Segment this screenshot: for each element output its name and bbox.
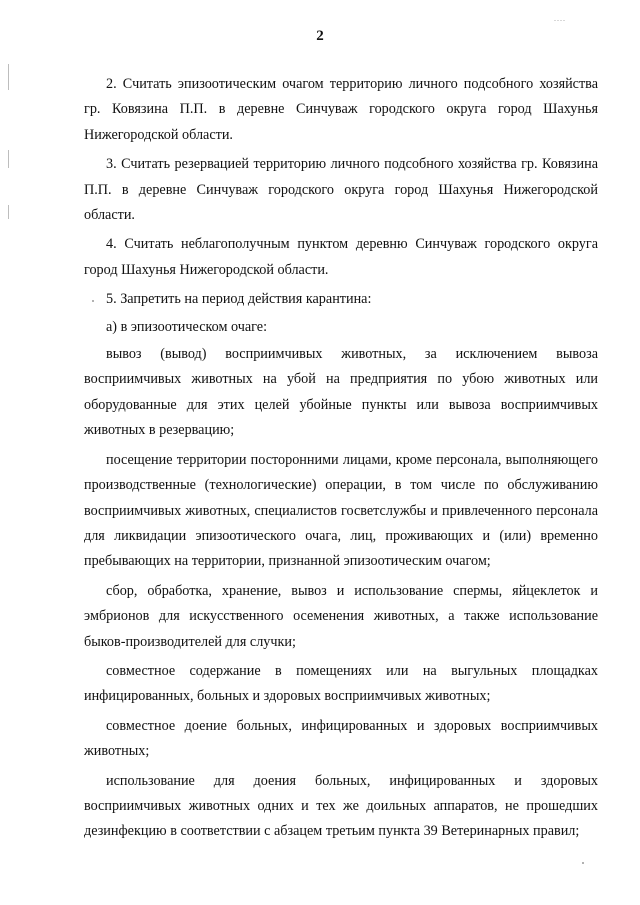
paragraph: использование для доения больных, инфицированных и здоровых восприимчивых животных одних и тех же доильных аппаратов, не прошедших дезинфекцию в соответствии с абзацем третьим пункта 39 Ветеринарных правил; xyxy=(84,772,598,840)
scan-margin-mark xyxy=(8,205,9,219)
paragraph: совместное содержание в помещениях или на выгульных площадках инфицированных, больных и здоровых восприимчивых животных; xyxy=(84,662,598,705)
paragraph: совместное доение больных, инфицированных и здоровых восприимчивых животных; xyxy=(84,717,598,760)
paragraph: сбор, обработка, хранение, вывоз и использование спермы, яйцеклеток и эмбрионов для искусственного осеменения животных, а также использование быков-производителей для случки; xyxy=(84,582,598,650)
scan-margin-mark xyxy=(8,64,9,90)
paragraph: 3. Считать резервацией территорию личного подсобного хозяйства гр. Ковязина П.П. в деревне Синчуваж городского округа город Шахунья Нижегородской области. xyxy=(84,156,598,224)
corner-mark: .... xyxy=(554,14,566,23)
scan-margin-mark xyxy=(8,150,9,168)
paragraph: 2. Считать эпизоотическим очагом территорию личного подсобного хозяйства гр. Ковязина П.П. в деревне Синчуваж городского округа город Шахунья Нижегородской области. xyxy=(84,76,598,143)
paragraph: вывоз (вывод) восприимчивых животных, за исключением вывоза восприимчивых животных на убой на предприятия по убою животных или оборудованные для этих целей убойные пункты или вывоза восприимчивых животных в резервацию; xyxy=(84,346,598,439)
paragraph: а) в эпизоотическом очаге: xyxy=(106,318,268,335)
scan-speck xyxy=(582,862,584,864)
document-body xyxy=(84,72,598,849)
paragraph: 5. Запретить на период действия карантина: xyxy=(106,291,372,308)
paragraph: 4. Считать неблагополучным пунктом деревню Синчуваж городского округа город Шахунья Нижегородской области. xyxy=(84,236,598,278)
paragraph: посещение территории посторонними лицами, кроме персонала, выполняющего производственные (технологические) операции, в том числе по обслуживанию восприимчивых животных, специалистов госветслужбы и привлеченного персонала для ликвидации эпизоотического очага, лиц, проживающих и (или) временно пребывающих на территории, признанной эпизоотическим очагом; xyxy=(84,451,598,570)
page-number: 2 xyxy=(316,28,324,44)
